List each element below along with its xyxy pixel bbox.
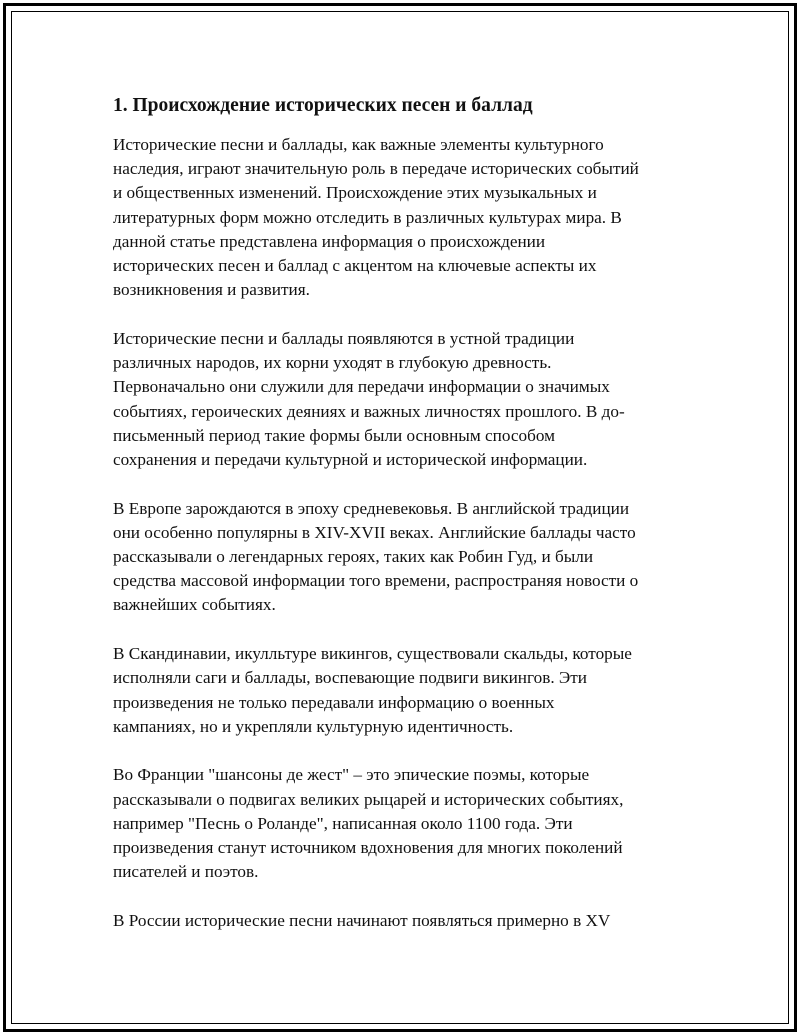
section-heading: 1. Происхождение исторических песен и баллад <box>113 95 533 116</box>
text-line: кампаниях, но и укрепляли культурную идентичность. <box>113 716 514 736</box>
text-line: сохранения и передачи культурной и исторической информации. <box>113 449 588 469</box>
paragraph-intro <box>113 133 703 302</box>
text-line: данной статье представлена информация о происхождении <box>113 231 546 251</box>
text-line: Исторические песни и баллады появляются в устной традиции <box>113 328 575 348</box>
text-line: В Европе зарождаются в эпоху средневековья. В английской традиции <box>113 498 630 518</box>
text-line: рассказывали о легендарных героях, таких как Робин Гуд, и были <box>113 547 594 567</box>
text-line: наследия, играют значительную роль в передаче исторических событий <box>113 159 639 179</box>
text-line: событиях, героических деяниях и важных личностях прошлого. В до- <box>113 401 625 421</box>
text-line: и общественных изменений. Происхождение этих музыкальных и <box>113 183 597 203</box>
text-line: Первоначально они служили для передачи информации о значимых <box>113 377 610 397</box>
text-line: рассказывали о подвигах великих рыцарей и исторических событиях, <box>113 789 624 809</box>
text-line: средства массовой информации того времени, распространяя новости о <box>113 571 639 591</box>
text-line: писателей и поэтов. <box>113 862 259 882</box>
text-line: литературных форм можно отследить в различных культурах мира. В <box>113 207 622 227</box>
text-line: важнейших событиях. <box>113 595 276 615</box>
text-line: они особенно популярны в XIV-XVII веках. Английские баллады часто <box>113 522 636 542</box>
text-line: исторических песен и баллад с акцентом на ключевые аспекты их <box>113 256 597 276</box>
text-line: различных народов, их корни уходят в глубокую древность. <box>113 353 552 373</box>
text-line: Исторические песни и баллады, как важные элементы культурного <box>113 135 604 154</box>
paragraph-france <box>113 763 703 884</box>
document-body <box>113 93 703 958</box>
text-line: письменный период такие формы были основным способом <box>113 425 555 445</box>
paragraph-scandinavia <box>113 642 703 739</box>
text-line: В Скандинавии, икулльтуре викингов, существовали скальды, которые <box>113 644 632 664</box>
paragraph-europe <box>113 497 703 618</box>
text-line: Во Франции "шансоны де жест" – это эпические поэмы, которые <box>113 765 590 785</box>
text-line: В России исторические песни начинают появляться примерно в XV <box>113 910 611 930</box>
text-line: возникновения и развития. <box>113 280 310 300</box>
text-line: исполняли саги и баллады, воспевающие подвиги викингов. Эти <box>113 668 587 688</box>
text-line: произведения станут источником вдохновения для многих поколений <box>113 838 623 858</box>
paragraph-oral-tradition <box>113 327 703 472</box>
text-line: произведения не только передавали информацию о военных <box>113 692 555 712</box>
paragraph-russia <box>113 909 703 933</box>
text-line: например "Песнь о Роланде", написанная около 1100 года. Эти <box>113 813 573 833</box>
